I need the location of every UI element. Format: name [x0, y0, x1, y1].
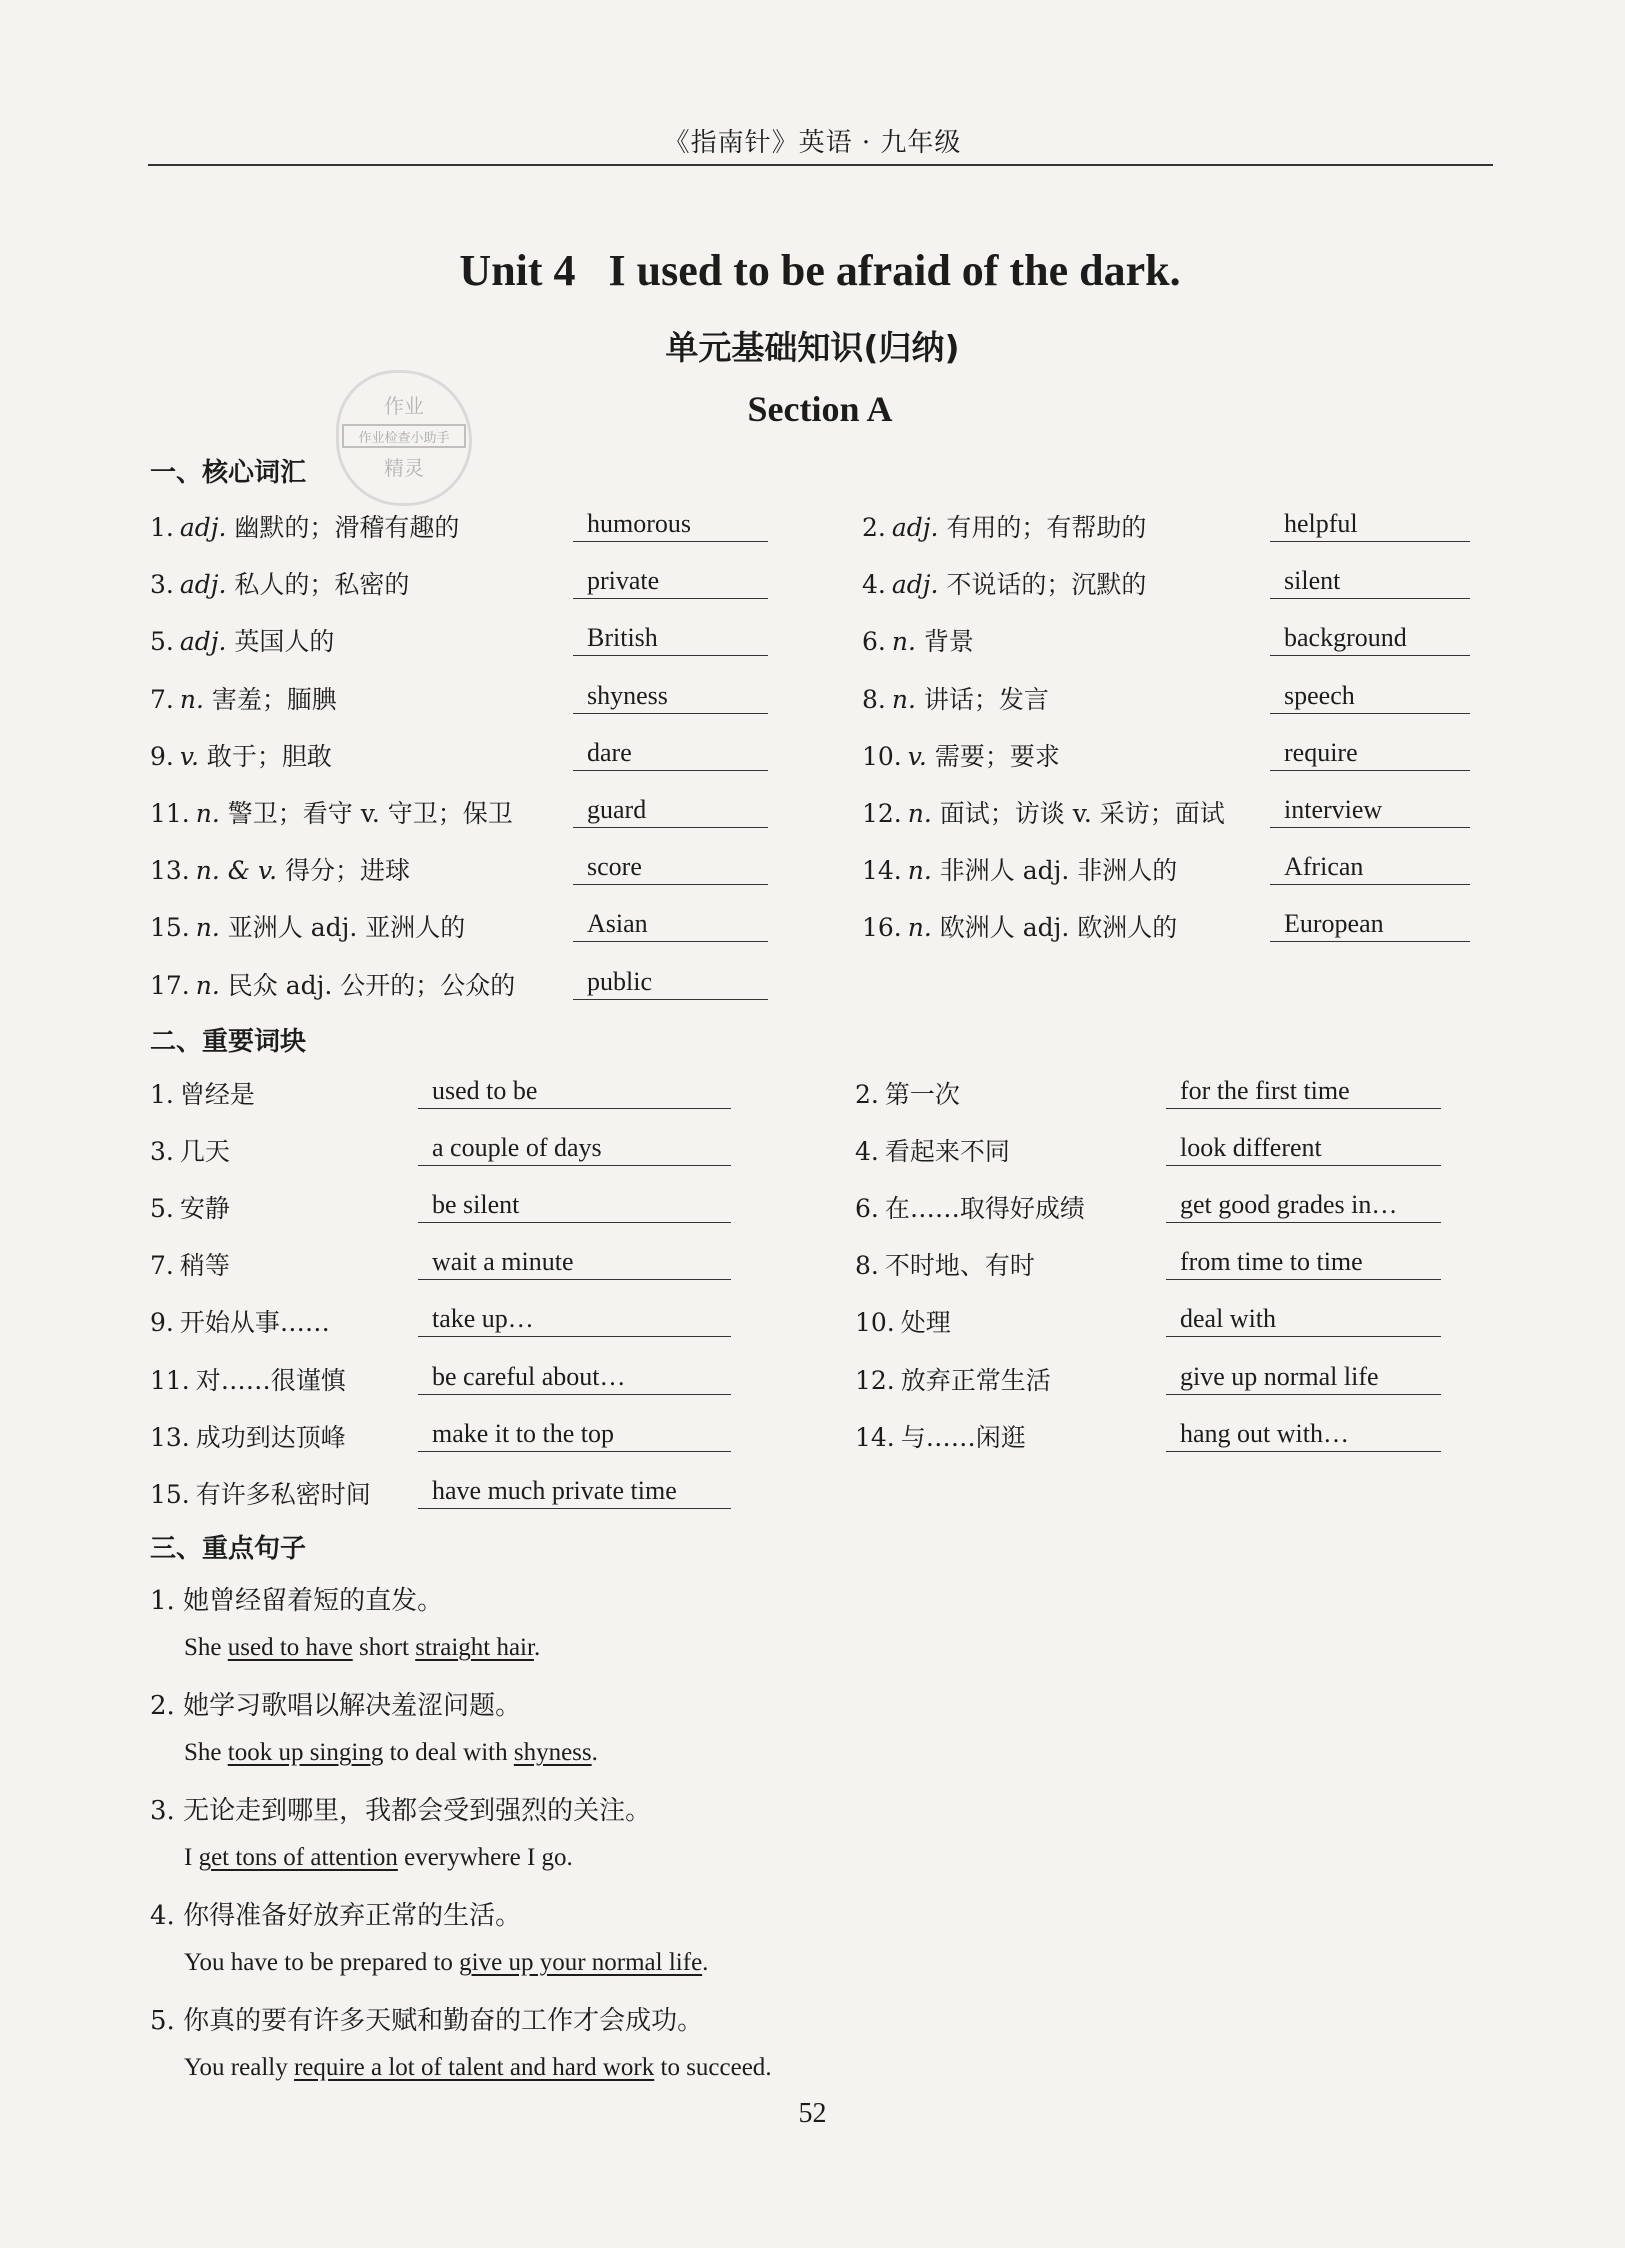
part-of-speech: adj. [179, 513, 227, 542]
sentence-text: everywhere I go [397, 1844, 567, 1871]
answer-blank[interactable]: humorous [573, 506, 768, 542]
phrase-item [855, 1189, 1085, 1225]
phrase-item [150, 1475, 371, 1511]
sentence-english [184, 1949, 708, 1977]
part-of-speech: v. [179, 741, 199, 771]
sentence-text: . [591, 1739, 598, 1766]
item-number: 1. [150, 513, 174, 542]
answer-blank[interactable]: guard [573, 792, 768, 828]
vocab-item [862, 794, 1225, 830]
answer-blank[interactable]: speech [1270, 678, 1470, 714]
part3-heading: 三、重点句子 [150, 1534, 307, 1564]
part-of-speech: n. [195, 970, 220, 1000]
meaning: 警卫；看守 v. 守卫；保卫 [219, 799, 513, 828]
item-number: 1. [150, 1080, 174, 1109]
meaning: 害羞；腼腆 [203, 684, 337, 714]
item-number: 6. [862, 627, 886, 657]
answer-blank[interactable]: get tons of attention [198, 1844, 398, 1871]
phrase-item [150, 1418, 346, 1454]
meaning: 幽默的；滑稽有趣的 [226, 513, 460, 542]
vocab-item [150, 737, 332, 773]
answer-blank[interactable]: take up… [418, 1301, 731, 1337]
sentence-english [184, 1844, 573, 1872]
meaning: 亚洲人 adj. 亚洲人的 [219, 913, 466, 943]
answer-blank[interactable]: look different [1166, 1130, 1441, 1166]
part-of-speech: n. [195, 913, 220, 943]
sentence-text: . [702, 1949, 709, 1976]
answer-blank[interactable]: used to be [418, 1073, 731, 1109]
header-divider [148, 164, 1493, 166]
answer-blank[interactable]: score [573, 849, 768, 885]
meaning: 英国人的 [226, 627, 335, 657]
part-of-speech: adj. [179, 627, 227, 657]
meaning: 有许多私密时间 [195, 1479, 371, 1509]
answer-blank[interactable]: African [1270, 849, 1470, 885]
unit-title: Unit 4 I used to be afraid of the dark. [459, 246, 1181, 295]
meaning: 对……很谨慎 [195, 1365, 346, 1395]
item-number: 12. [862, 799, 902, 828]
page-number: 52 [798, 2098, 827, 2129]
phrase-item [150, 1361, 346, 1397]
sentence-text: You have to be prepared to [184, 1949, 460, 1976]
item-number: 15. [150, 913, 190, 943]
item-number: 2. [855, 1080, 879, 1109]
phrase-item [855, 1361, 1051, 1397]
meaning: 安静 [179, 1194, 230, 1224]
phrase-item [855, 1246, 1035, 1282]
item-number: 3. [150, 570, 174, 600]
part-of-speech: v. [907, 741, 927, 771]
phrase-item [855, 1418, 1026, 1454]
item-number: 11. [150, 1365, 190, 1395]
item-number: 9. [150, 741, 174, 771]
sentence-text: You really [184, 2054, 294, 2081]
sentence-text: I [184, 1844, 199, 1871]
vocab-item [150, 565, 409, 601]
meaning: 敢于；胆敢 [198, 741, 332, 771]
answer-blank[interactable]: be silent [418, 1187, 731, 1223]
meaning: 需要；要求 [926, 741, 1060, 771]
phrase-item [150, 1189, 230, 1225]
sentence-text: . [566, 1844, 573, 1871]
answer-blank[interactable]: make it to the top [418, 1416, 731, 1452]
answer-blank[interactable]: deal with [1166, 1301, 1441, 1337]
sentence-chinese: 3. 无论走到哪里，我都会受到强烈的关注。 [150, 1796, 652, 1826]
part-of-speech: adj. [891, 513, 939, 542]
sentence-chinese: 1. 她曾经留着短的直发。 [150, 1586, 444, 1616]
answer-blank[interactable]: dare [573, 735, 768, 771]
vocab-item [862, 565, 1146, 601]
answer-blank[interactable]: from time to time [1166, 1244, 1441, 1280]
item-number: 10. [855, 1308, 895, 1338]
part2-heading: 二、重要词块 [150, 1027, 307, 1057]
meaning: 背景 [915, 627, 974, 657]
answer-blank[interactable]: wait a minute [418, 1244, 731, 1280]
item-number: 9. [150, 1308, 174, 1338]
vocab-item [862, 908, 1177, 944]
meaning: 民众 adj. 公开的；公众的 [219, 970, 516, 1000]
answer-blank[interactable]: require [1270, 735, 1470, 771]
vocab-item [862, 737, 1060, 773]
part-of-speech: n. [907, 913, 932, 943]
item-number: 5. [150, 627, 174, 657]
sentence-english [184, 1634, 540, 1662]
answer-blank[interactable]: hang out with… [1166, 1416, 1441, 1452]
phrase-item [855, 1132, 1010, 1168]
part-of-speech: n. & v. [195, 856, 278, 886]
meaning: 得分；进球 [277, 856, 411, 886]
part1-heading: 一、核心词汇 [150, 458, 307, 488]
part-of-speech: adj. [891, 570, 939, 600]
item-number: 7. [150, 1251, 174, 1281]
meaning: 与……闲逛 [900, 1422, 1026, 1452]
answer-blank[interactable]: require a lot of talent and hard work [293, 2054, 655, 2081]
vocab-item [150, 908, 465, 944]
item-number: 8. [862, 684, 886, 714]
sentence-english [184, 2054, 772, 2082]
item-number: 4. [862, 570, 886, 600]
answer-blank[interactable]: British [573, 620, 768, 656]
item-number: 14. [862, 856, 902, 886]
sentence-chinese: 4. 你得准备好放弃正常的生活。 [150, 1901, 522, 1931]
part-of-speech: n. [907, 799, 932, 828]
answer-blank[interactable]: give up your normal life [459, 1949, 703, 1976]
section-title: Section A [747, 389, 893, 429]
answer-blank[interactable]: helpful [1270, 506, 1470, 542]
meaning: 成功到达顶峰 [195, 1422, 346, 1452]
meaning: 曾经是 [179, 1080, 255, 1109]
sentence-text: short [352, 1634, 416, 1661]
part-of-speech: n. [891, 627, 916, 657]
unit-subtitle: 单元基础知识(归纳) [665, 328, 960, 367]
part-of-speech: n. [179, 684, 204, 714]
item-number: 5. [150, 1194, 174, 1224]
item-number: 8. [855, 1251, 879, 1281]
sentence-text: She [184, 1739, 228, 1766]
item-number: 6. [855, 1194, 879, 1224]
item-number: 4. [855, 1137, 879, 1167]
vocab-item [150, 966, 515, 1002]
item-number: 13. [150, 1422, 190, 1452]
part-of-speech: n. [195, 799, 220, 828]
meaning: 不时地、有时 [884, 1251, 1035, 1281]
sentence-text: . [533, 1634, 541, 1661]
item-number: 13. [150, 856, 190, 886]
meaning: 在……取得好成绩 [884, 1194, 1085, 1224]
meaning: 欧洲人 adj. 欧洲人的 [931, 913, 1178, 943]
phrase-item [855, 1303, 951, 1339]
meaning: 有用的；有帮助的 [938, 513, 1147, 542]
item-number: 2. [862, 513, 886, 542]
answer-blank[interactable]: straight hair [415, 1634, 534, 1661]
svg-text:精灵: 精灵 [384, 456, 424, 480]
answer-blank[interactable]: used to have [227, 1634, 353, 1661]
vocab-item [150, 680, 337, 716]
meaning: 非洲人 adj. 非洲人的 [931, 856, 1178, 886]
running-header: 《指南针》英语 · 九年级 [663, 128, 962, 158]
phrase-item [150, 1303, 330, 1339]
meaning: 几天 [179, 1137, 230, 1167]
svg-text:作业: 作业 [384, 394, 424, 418]
phrase-item [150, 1132, 230, 1168]
answer-blank[interactable]: public [573, 964, 768, 1000]
answer-blank[interactable]: shyness [573, 678, 768, 714]
item-number: 3. [150, 1137, 174, 1167]
item-number: 15. [150, 1479, 190, 1509]
answer-blank[interactable]: took up singing [227, 1739, 384, 1766]
meaning: 讲话；发言 [915, 684, 1049, 714]
answer-blank[interactable]: give up normal life [1166, 1359, 1441, 1395]
item-number: 7. [150, 684, 174, 714]
svg-text:作业检查小助手: 作业检查小助手 [358, 431, 450, 446]
meaning: 面试；访谈 v. 采访；面试 [931, 799, 1225, 828]
sentence-text: to deal with [383, 1739, 514, 1766]
part-of-speech: adj. [179, 570, 227, 600]
meaning: 私人的；私密的 [226, 570, 410, 600]
meaning: 第一次 [884, 1080, 960, 1109]
vocab-item [150, 794, 513, 830]
vocab-item [150, 851, 410, 887]
answer-blank[interactable]: interview [1270, 792, 1470, 828]
phrase-item [855, 1075, 960, 1111]
answer-blank[interactable]: for the first time [1166, 1073, 1441, 1109]
answer-blank[interactable]: background [1270, 620, 1470, 656]
meaning: 开始从事…… [179, 1308, 330, 1338]
sentence-text: She [184, 1634, 228, 1661]
meaning: 不说话的；沉默的 [938, 570, 1147, 600]
item-number: 12. [855, 1365, 895, 1395]
phrase-item [150, 1075, 255, 1111]
vocab-item [862, 622, 974, 658]
part-of-speech: n. [907, 856, 932, 886]
sentence-text: . [765, 2054, 772, 2081]
answer-blank[interactable]: Asian [573, 906, 768, 942]
sentence-english [184, 1739, 598, 1767]
item-number: 11. [150, 799, 190, 828]
vocab-item [862, 851, 1177, 887]
item-number: 16. [862, 913, 902, 943]
phrase-item [150, 1246, 230, 1282]
meaning: 看起来不同 [884, 1137, 1010, 1167]
vocab-item [862, 508, 1146, 544]
sentence-text: to succeed [654, 2054, 766, 2081]
answer-blank[interactable]: private [573, 563, 768, 599]
answer-blank[interactable]: a couple of days [418, 1130, 731, 1166]
item-number: 17. [150, 970, 190, 1000]
item-number: 10. [862, 741, 902, 771]
item-number: 14. [855, 1422, 895, 1452]
meaning: 稍等 [179, 1251, 230, 1281]
answer-blank[interactable]: shyness [513, 1739, 592, 1766]
part-of-speech: n. [891, 684, 916, 714]
vocab-item [150, 622, 334, 658]
answer-blank[interactable]: silent [1270, 563, 1470, 599]
sentence-chinese: 5. 你真的要有许多天赋和勤奋的工作才会成功。 [150, 2006, 704, 2036]
vocab-item [150, 508, 459, 544]
sentence-chinese: 2. 她学习歌唱以解决羞涩问题。 [150, 1691, 522, 1721]
answer-blank[interactable]: get good grades in… [1166, 1187, 1441, 1223]
answer-blank[interactable]: have much private time [418, 1473, 731, 1509]
answer-blank[interactable]: European [1270, 906, 1470, 942]
vocab-item [862, 680, 1049, 716]
meaning: 放弃正常生活 [900, 1365, 1051, 1395]
meaning: 处理 [900, 1308, 951, 1338]
answer-blank[interactable]: be careful about… [418, 1359, 731, 1395]
